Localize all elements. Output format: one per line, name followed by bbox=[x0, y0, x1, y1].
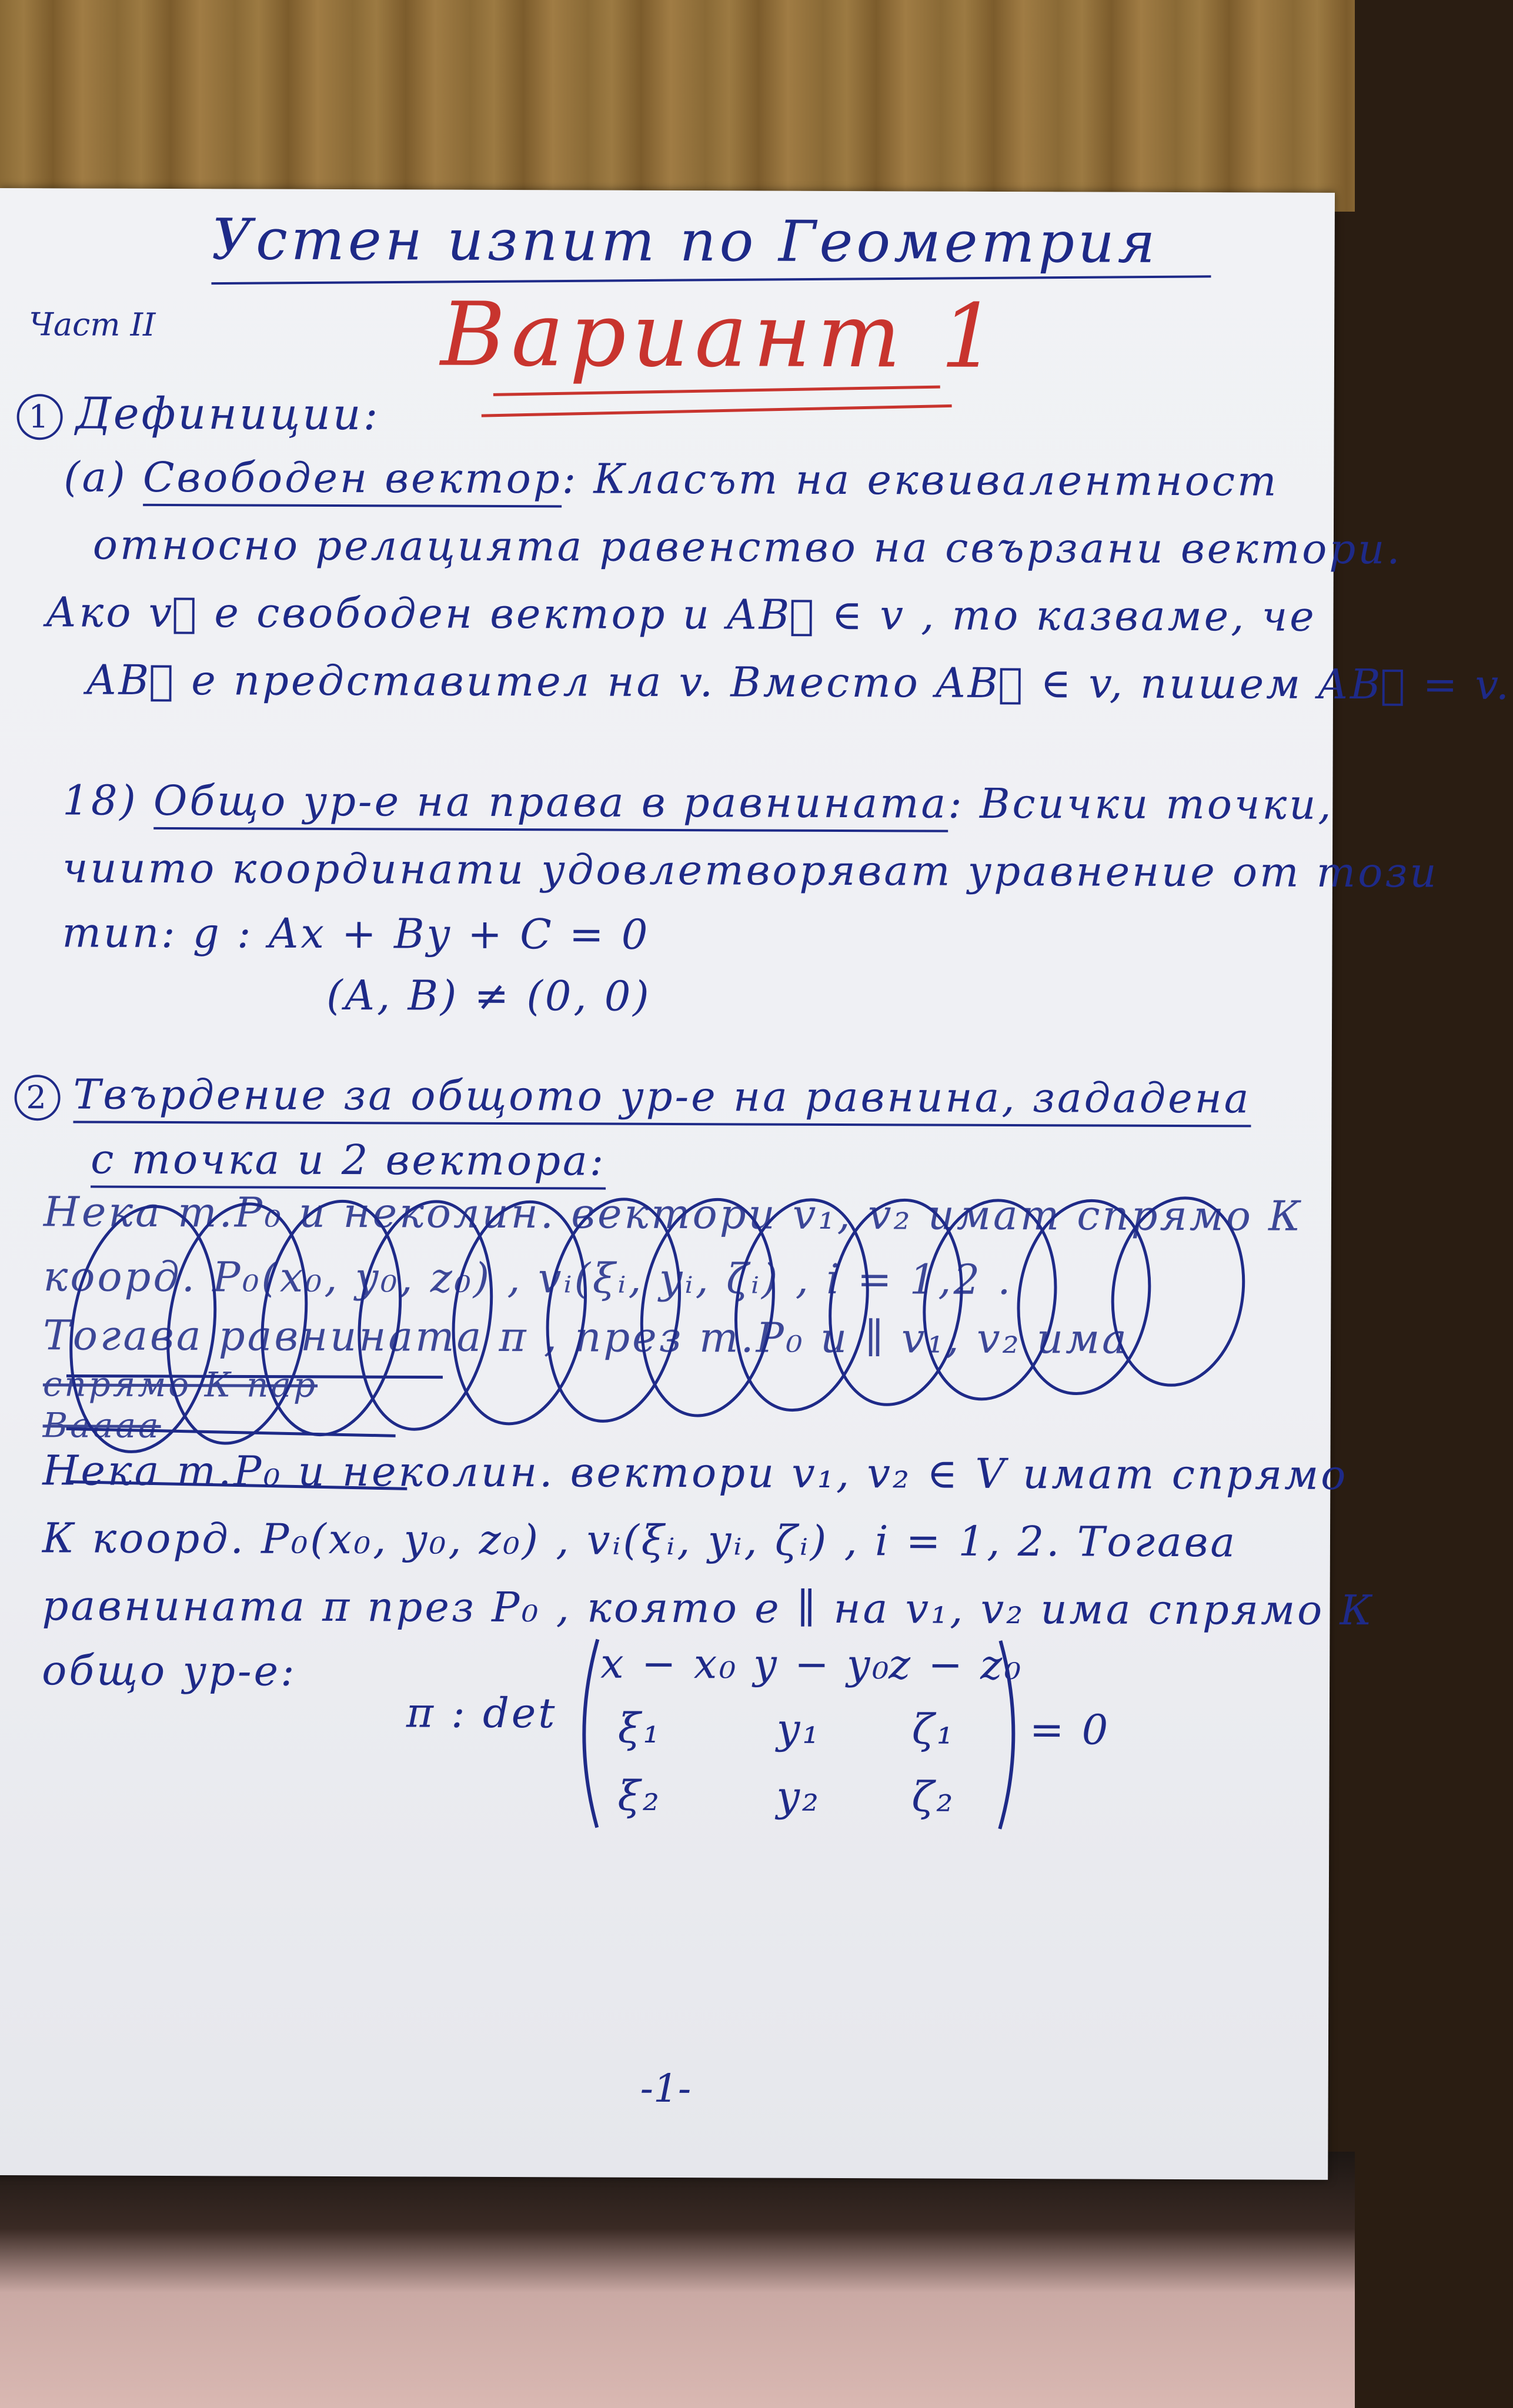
crossed-line4: спрямо К пар bbox=[42, 1364, 318, 1405]
matrix-r1c1: x − x₀ bbox=[600, 1639, 739, 1688]
statement-line2: К коорд. P₀(x₀, y₀, z₀) , vᵢ(ξᵢ, yᵢ, ζᵢ) , i = 1, 2. Тогава bbox=[42, 1514, 1238, 1567]
title-underline bbox=[211, 275, 1211, 285]
matrix-r1c2: y − y₀ bbox=[753, 1640, 891, 1689]
matrix-r3c2: y₂ bbox=[776, 1772, 821, 1821]
statement-line4: общо ур-е: bbox=[42, 1646, 297, 1695]
item-a-line2: относно релацията равенство на свързани вектори. bbox=[92, 520, 1402, 574]
statement-line3: равнината π през P₀ , която е ∥ на v₁, v₂ има спрямо К bbox=[42, 1581, 1374, 1635]
left-paren bbox=[567, 1636, 603, 1830]
section2-number: 2 bbox=[14, 1075, 60, 1121]
formula-prefix: π : det bbox=[406, 1688, 557, 1738]
scribble-strikeout bbox=[42, 1176, 1308, 1563]
item-18-text-1: : Всички точки, bbox=[948, 779, 1334, 829]
variant-underline-1 bbox=[493, 386, 940, 396]
item-18-line2: чиито координати удовлетворяват уравнение от този bbox=[62, 844, 1439, 897]
statement-line1: Нека т.P₀ и неколин. вектори v₁, v₂ ∈ V имат спрямо bbox=[42, 1446, 1348, 1500]
section1-heading bbox=[17, 388, 380, 441]
section1-title: Дефиниции: bbox=[75, 388, 380, 440]
section2-heading bbox=[14, 1070, 1251, 1125]
formula-suffix: = 0 bbox=[1029, 1705, 1111, 1754]
item-a-line3: Ако v⃗ е свободен вектор и AB⃗ ∈ v , то казваме, че bbox=[45, 588, 1317, 641]
item-18-line4: (A, B) ≠ (0, 0) bbox=[326, 971, 652, 1021]
page-number: -1- bbox=[640, 2065, 692, 2112]
item-a-line4: AB⃗ е представител на v. Вместо AB⃗ ∈ v, пишем AB⃗ = v. bbox=[86, 655, 1512, 709]
variant-title: Вариант 1 bbox=[440, 283, 1003, 388]
lap-background bbox=[0, 2152, 1355, 2408]
crossed-line5: Ваааа bbox=[42, 1405, 161, 1446]
crossed-line2: коорд. P₀(x₀, y₀, z₀) , vᵢ(ξᵢ, yᵢ, ζᵢ) , i = 1,2 . bbox=[43, 1252, 1013, 1305]
matrix-r2c1: ξ₁ bbox=[617, 1704, 662, 1753]
page-title: Устен изпит по Геометрия bbox=[211, 206, 1159, 276]
matrix-r1c3: z − z₀ bbox=[889, 1640, 1024, 1690]
item-18-label: 18) bbox=[62, 776, 138, 825]
matrix-r2c3: ζ₁ bbox=[911, 1705, 956, 1754]
matrix-r3c3: ζ₂ bbox=[911, 1772, 956, 1821]
matrix-r2c2: y₁ bbox=[776, 1704, 821, 1753]
matrix-r3c1: ξ₂ bbox=[617, 1771, 662, 1820]
crossed-line1: Нека т.P₀ и неколин. вектори v₁, v₂ имат спрямо К bbox=[43, 1188, 1303, 1240]
item-18-term: Общо ур-е на права в равнината bbox=[153, 777, 948, 832]
item-a-text-1: : Класът на еквивалентност bbox=[562, 454, 1279, 506]
item-18-line3: тип: g : Ax + By + C = 0 bbox=[62, 908, 650, 959]
part-label: Част II bbox=[29, 306, 156, 343]
item-18-line1 bbox=[62, 776, 1334, 829]
desk-background bbox=[0, 0, 1355, 212]
section2-heading-line1: Твърдение за общото ур-е на равнина, зададена bbox=[73, 1070, 1251, 1127]
variant-underline-2 bbox=[482, 404, 952, 417]
section2-heading-line2: с точка и 2 вектора: bbox=[91, 1135, 606, 1190]
item-a-term: Свободен вектор bbox=[143, 453, 562, 507]
item-a-label: (а) bbox=[64, 453, 128, 501]
crossed-line3: Тогава равнината π , през т.P₀ и ∥ v₁, v₂ има bbox=[43, 1311, 1129, 1363]
item-a-line1 bbox=[64, 453, 1278, 505]
section1-number: 1 bbox=[17, 394, 63, 440]
exam-sheet bbox=[0, 188, 1512, 2180]
